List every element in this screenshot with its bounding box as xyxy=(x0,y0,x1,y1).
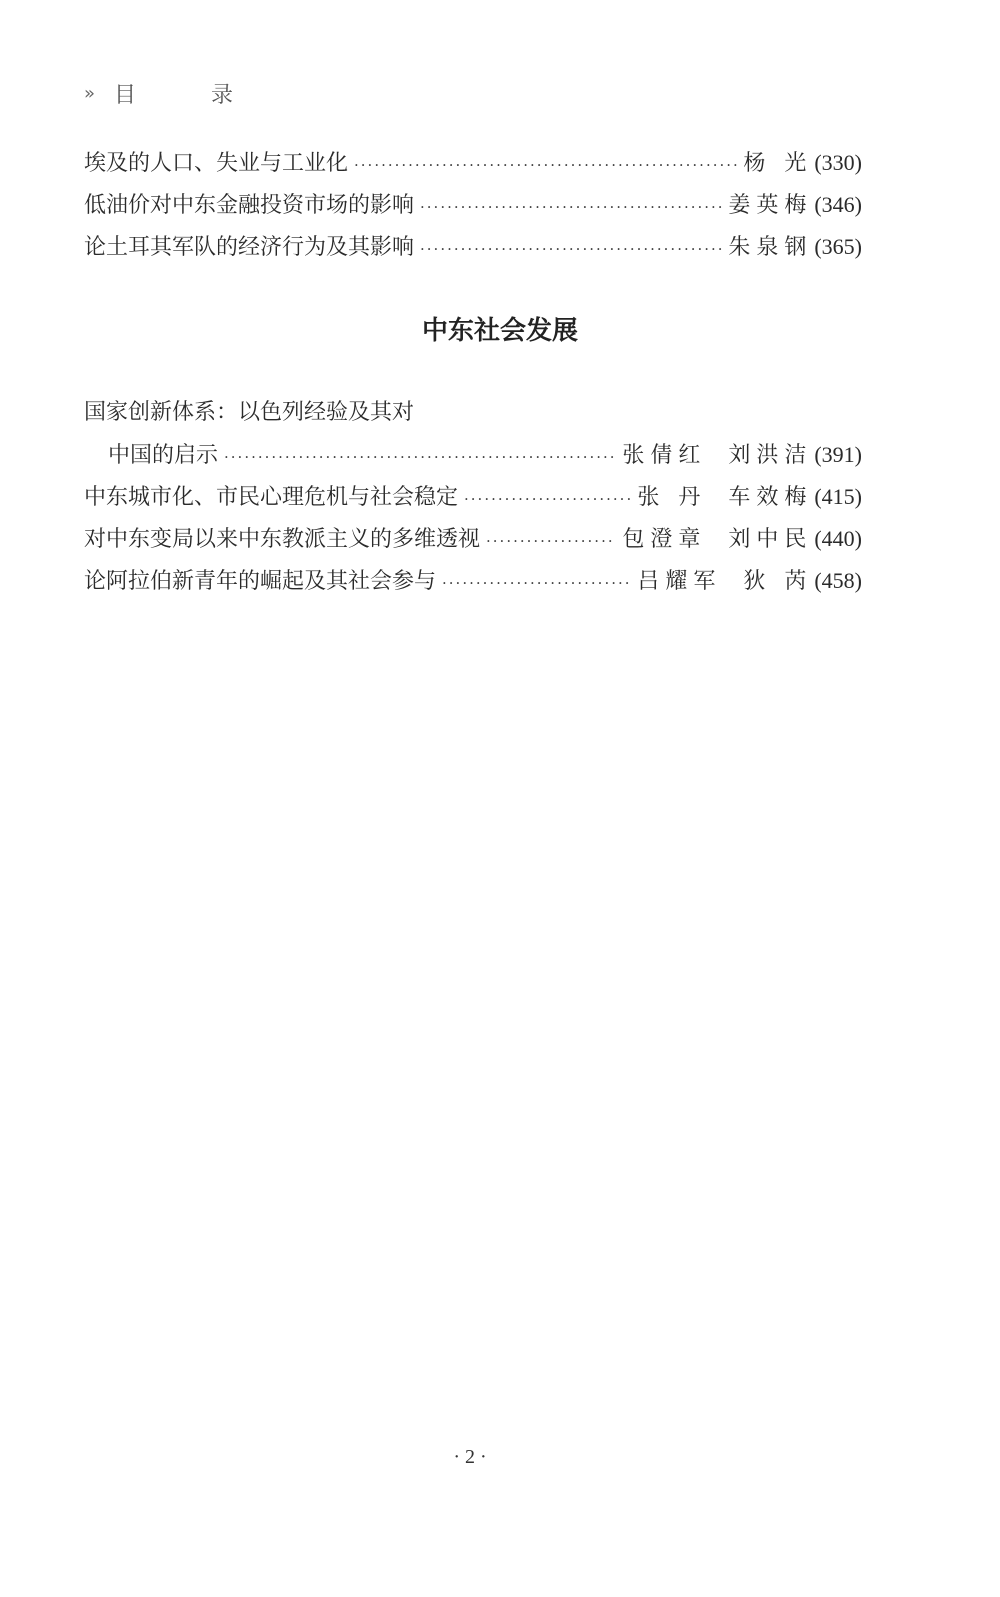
toc-entry[interactable] xyxy=(84,560,862,602)
entry-author: 朱泉钢 xyxy=(728,235,813,260)
entry-page: (440) xyxy=(814,526,862,551)
entry-author: 吕耀军 xyxy=(637,569,722,594)
dot-leader xyxy=(420,186,722,228)
entry-author: 张倩红 xyxy=(622,443,707,468)
entry-title: 论土耳其军队的经济行为及其影响 xyxy=(84,235,415,260)
entry-author: 姜英梅 xyxy=(728,193,813,218)
entry-title: 中东城市化、市民心理危机与社会稳定 xyxy=(84,485,459,510)
entry-page: (415) xyxy=(814,484,862,509)
toc-group-2 xyxy=(84,392,862,602)
running-header xyxy=(84,78,267,109)
entry-title: 论阿拉伯新青年的崛起及其社会参与 xyxy=(84,569,437,594)
entry-page: (458) xyxy=(814,568,862,593)
toc-entry[interactable] xyxy=(84,476,862,518)
dot-leader xyxy=(224,436,616,478)
entry-page: (330) xyxy=(814,150,862,175)
toc-entry[interactable] xyxy=(84,226,862,268)
header-title: 目 录 xyxy=(114,83,268,108)
entry-title-continued: 中国的启示 xyxy=(108,443,219,468)
section-heading: 中东社会发展 xyxy=(421,316,578,346)
toc-entry-line1[interactable] xyxy=(84,392,862,434)
toc-entry[interactable] xyxy=(84,518,862,560)
toc-entry[interactable] xyxy=(84,184,862,226)
double-chevron-icon: » xyxy=(84,83,93,104)
dot-leader xyxy=(486,520,616,562)
entry-author: 刘中民 xyxy=(728,527,813,552)
entry-author: 狄 芮 xyxy=(743,569,813,594)
entry-author: 张 丹 xyxy=(637,485,707,510)
dot-leader xyxy=(354,144,737,186)
entry-author: 车效梅 xyxy=(728,485,813,510)
dot-leader xyxy=(420,228,722,270)
entry-title: 低油价对中东金融投资市场的影响 xyxy=(84,193,415,218)
entry-title: 埃及的人口、失业与工业化 xyxy=(84,151,349,176)
entry-author: 杨 光 xyxy=(743,151,813,176)
toc-entry[interactable] xyxy=(84,142,862,184)
dot-leader xyxy=(464,478,631,520)
entry-page: (391) xyxy=(814,442,862,467)
toc-entry-line2[interactable] xyxy=(84,434,862,476)
entry-page: (346) xyxy=(814,192,862,217)
toc-group-1 xyxy=(84,142,862,268)
page-number: · 2 · xyxy=(453,1446,487,1468)
entry-title: 国家创新体系：以色列经验及其对 xyxy=(84,400,415,425)
dot-leader xyxy=(442,562,631,604)
entry-title: 对中东变局以来中东教派主义的多维透视 xyxy=(84,527,481,552)
entry-author: 包澄章 xyxy=(622,527,707,552)
entry-author: 刘洪洁 xyxy=(728,443,813,468)
entry-page: (365) xyxy=(814,234,862,259)
